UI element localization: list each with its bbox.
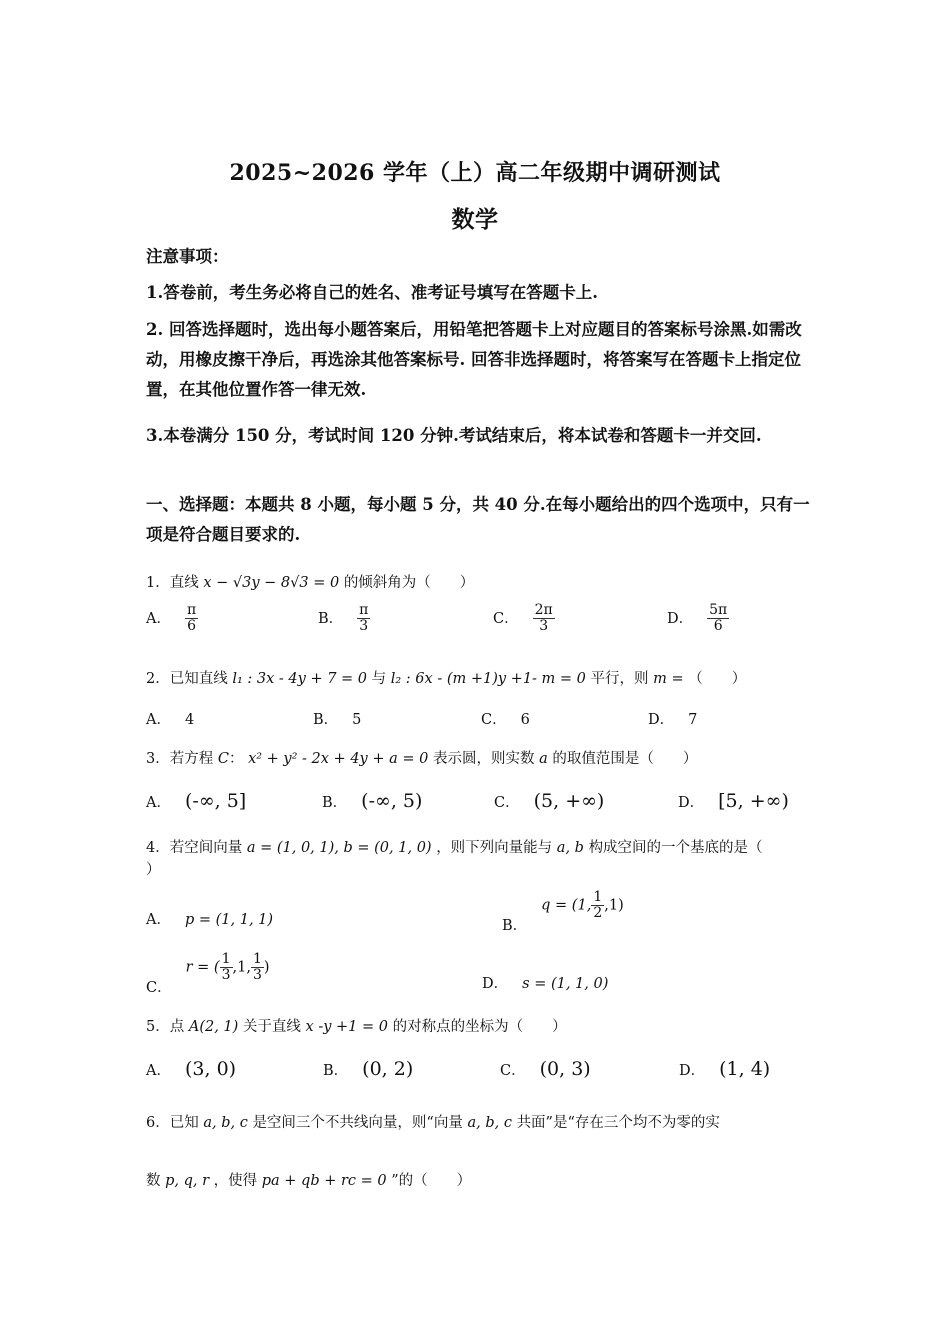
q4-option-b[interactable]: B．q = (1, $\frac{1}{2}$ ,1) xyxy=(502,889,624,934)
q2-option-b[interactable]: B． 5 xyxy=(313,712,362,728)
q5-option-c[interactable]: C． (0, 3) xyxy=(500,1058,591,1080)
q6-equation: pa + qb + rc = 0 xyxy=(261,1173,387,1189)
exam-title: 2025~2026 学年（上）高二年级期中调研测试 xyxy=(229,160,721,186)
q2-line-2: l₂ : 6x - (m +1)y +1- m = 0 xyxy=(390,671,586,687)
notice-item-3: 3.本卷满分 150 分，考试时间 120 分钟.考试结束后，将本试卷和答题卡一并交回. xyxy=(146,426,762,445)
q5-number: 5．点 xyxy=(146,1019,185,1035)
q4-option-d[interactable]: D． s = (1, 1, 0) xyxy=(482,976,609,992)
q1-option-c[interactable]: C． $\frac{2\pi}{3}$ xyxy=(493,602,553,634)
q2-number: 2．已知直线 xyxy=(146,671,228,687)
q3-option-b[interactable]: B． (-∞, 5) xyxy=(322,790,423,812)
q4-option-a[interactable]: A． p = (1, 1, 1) xyxy=(146,912,274,928)
q5-option-b[interactable]: B． (0, 2) xyxy=(323,1058,414,1080)
q1-number: 1．直线 xyxy=(146,575,199,591)
q5-option-a[interactable]: A． (3, 0) xyxy=(146,1058,237,1080)
q2-option-d[interactable]: D． 7 xyxy=(648,712,698,728)
q2-option-c[interactable]: C． 6 xyxy=(481,712,530,728)
notice-heading: 注意事项： xyxy=(146,247,229,266)
q1-option-b[interactable]: B． $\frac{\pi}{3}$ xyxy=(318,602,369,634)
notice-item-1: 1.答卷前，考生务必将自己的姓名、准考证号填写在答题卡上. xyxy=(146,283,598,302)
q3-option-a[interactable]: A． (-∞, 5] xyxy=(146,790,247,812)
q6-number: 6．已知 xyxy=(146,1115,199,1131)
question-6: 6．已知 a, b, c 是空间三个不共线向量，则“向量 a, b, c 共面”是“存在三个均不为零的实 xyxy=(146,1115,720,1131)
q3-equation: x² + y² - 2x + 4y + a = 0 xyxy=(248,751,429,767)
section-1-heading: 一、选择题：本题共 8 小题，每小题 5 分，共 40 分.在每小题给出的四个选项中，只有一项是符合题目要求的. xyxy=(146,495,810,544)
q3-option-d[interactable]: D． [5, +∞) xyxy=(678,790,789,812)
q1-option-d[interactable]: D． $\frac{5\pi}{6}$ xyxy=(667,602,728,634)
question-6-line-2: 数 p, q, r ，使得 pa + qb + rc = 0 ”的（ ） xyxy=(146,1173,472,1189)
question-5: 5．点 A(2, 1) 关于直线 x -y +1 = 0 的对称点的坐标为（ ） xyxy=(146,1019,567,1035)
exam-subject: 数学 xyxy=(451,206,499,233)
question-3: 3．若方程 C： x² + y² - 2x + 4y + a = 0 表示圆，则实数 a 的取值范围是（ ） xyxy=(146,751,698,767)
q1-option-a[interactable]: A． $\frac{\pi}{6}$ xyxy=(146,602,197,634)
q4-option-c[interactable]: C．r = ( $\frac{1}{3}$ ,1, $\frac{1}{3}$ ) xyxy=(146,951,270,996)
q1-equation: x − √3y − 8√3 = 0 xyxy=(203,575,340,591)
notice-item-2: 2. 回答选择题时，选出每小题答案后，用铅笔把答题卡上对应题目的答案标号涂黑.如需改动，用橡皮擦干净后，再选涂其他答案标号. 回答非选择题时，将答案写在答题卡上指定位置，在其他位置作答一律无效. xyxy=(146,320,802,399)
q3-option-c[interactable]: C． (5, +∞) xyxy=(494,790,605,812)
question-2: 2．已知直线 l₁ : 3x - 4y + 7 = 0 与 l₂ : 6x - (m +1)y +1- m = 0 平行，则 m = （ ） xyxy=(146,671,747,687)
question-1 xyxy=(146,572,816,594)
q4-vectors: a = (1, 0, 1), b = (0, 1, 0) xyxy=(246,840,432,856)
q5-line: x -y +1 = 0 xyxy=(305,1019,388,1035)
q4-number: 4．若空间向量 xyxy=(146,840,243,856)
q2-line-1: l₁ : 3x - 4y + 7 = 0 xyxy=(232,671,368,687)
q3-number: 3．若方程 xyxy=(146,751,214,767)
question-4: 4．若空间向量 a = (1, 0, 1), b = (0, 1, 0) ，则下列向量能与 a, b 构成空间的一个基底的是（ ） xyxy=(146,840,763,878)
q1-stem-tail: 的倾斜角为（ ） xyxy=(343,575,475,591)
q2-option-a[interactable]: A． 4 xyxy=(146,712,195,728)
q5-point: A(2, 1) xyxy=(188,1019,239,1035)
q5-option-d[interactable]: D． (1, 4) xyxy=(679,1058,771,1080)
